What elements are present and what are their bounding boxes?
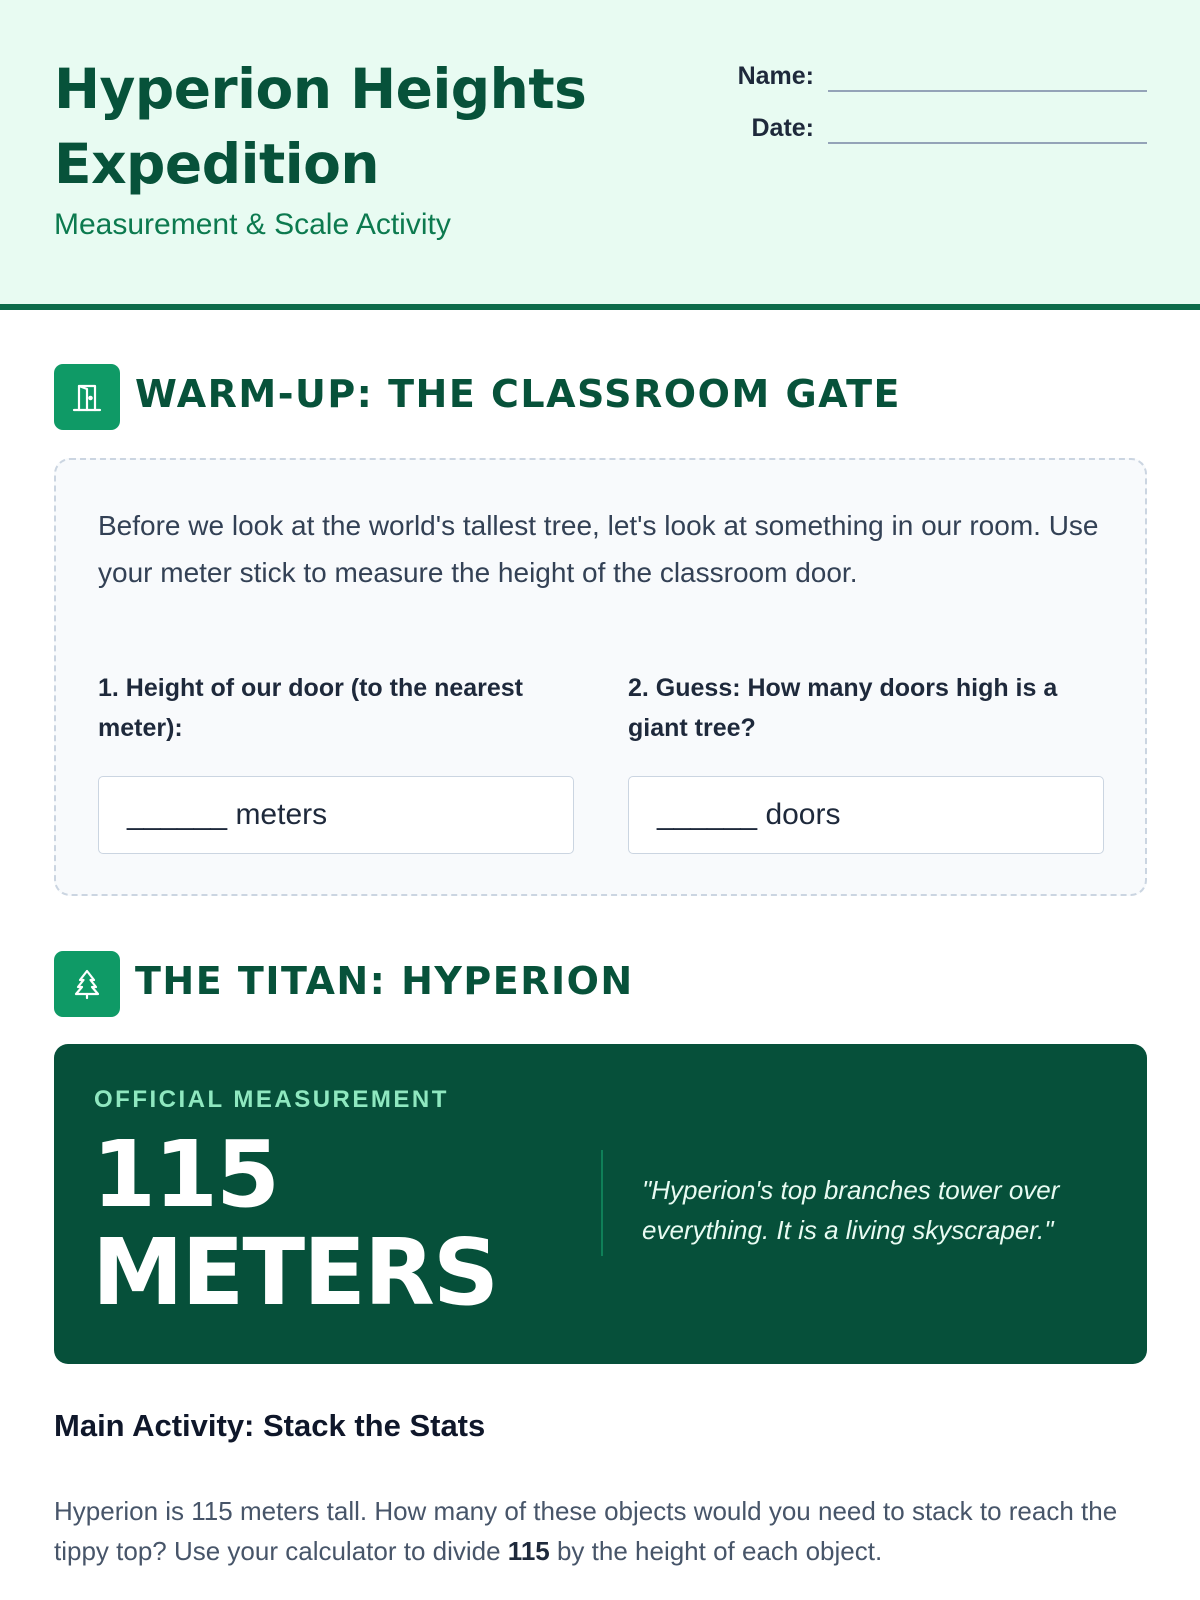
main-text-bold: 115: [507, 1536, 550, 1566]
official-measurement-card: [54, 1044, 1147, 1364]
titan-section-header: [54, 951, 1154, 1017]
titan-title: THE TITAN: HYPERION: [135, 959, 634, 1003]
measurement-value: 115 METERS: [92, 1121, 498, 1326]
measurement-kicker: OFFICIAL MEASUREMENT: [94, 1086, 449, 1113]
warmup-box: [54, 458, 1147, 896]
name-field[interactable]: [690, 58, 1150, 98]
worksheet-title: Hyperion Heights Expedition: [54, 57, 587, 196]
name-label: Name:: [737, 62, 814, 90]
main-text-part-2: by the height of each object.: [549, 1536, 883, 1566]
question-2-label: 2. Guess: How many doors high is a giant tree?: [628, 674, 1058, 742]
date-line[interactable]: [828, 142, 1147, 144]
question-1-label: 1. Height of our door (to the nearest meter):: [98, 674, 524, 742]
question-2-answer-box[interactable]: ______ doors: [628, 776, 1104, 854]
warmup-intro: Before we look at the world's tallest tree, let's look at something in our room. Use your meter stick to measure the height of the classroom door.: [98, 510, 1099, 588]
main-activity-heading: Main Activity: Stack the Stats: [54, 1408, 486, 1443]
worksheet-header: [0, 0, 1200, 310]
name-line[interactable]: [828, 90, 1147, 92]
date-label: Date:: [751, 114, 814, 142]
tree-icon: [54, 951, 120, 1017]
worksheet-subtitle: Measurement & Scale Activity: [54, 208, 451, 241]
hyperion-quote: "Hyperion's top branches tower over everything. It is a living skyscraper.": [642, 1175, 1060, 1245]
main-text-part-1: Hyperion is 115 meters tall. How many of these objects would you need to stack to reach the tippy top? Use your calculator to divide: [54, 1496, 1118, 1566]
question-1-answer-box[interactable]: ______ meters: [98, 776, 574, 854]
warmup-title: WARM-UP: THE CLASSROOM GATE: [135, 372, 901, 416]
card-divider: [601, 1150, 603, 1256]
main-activity-text: [54, 1491, 1154, 1571]
door-icon: [54, 364, 120, 430]
date-field[interactable]: [690, 110, 1150, 150]
warmup-section-header: [54, 364, 1154, 430]
